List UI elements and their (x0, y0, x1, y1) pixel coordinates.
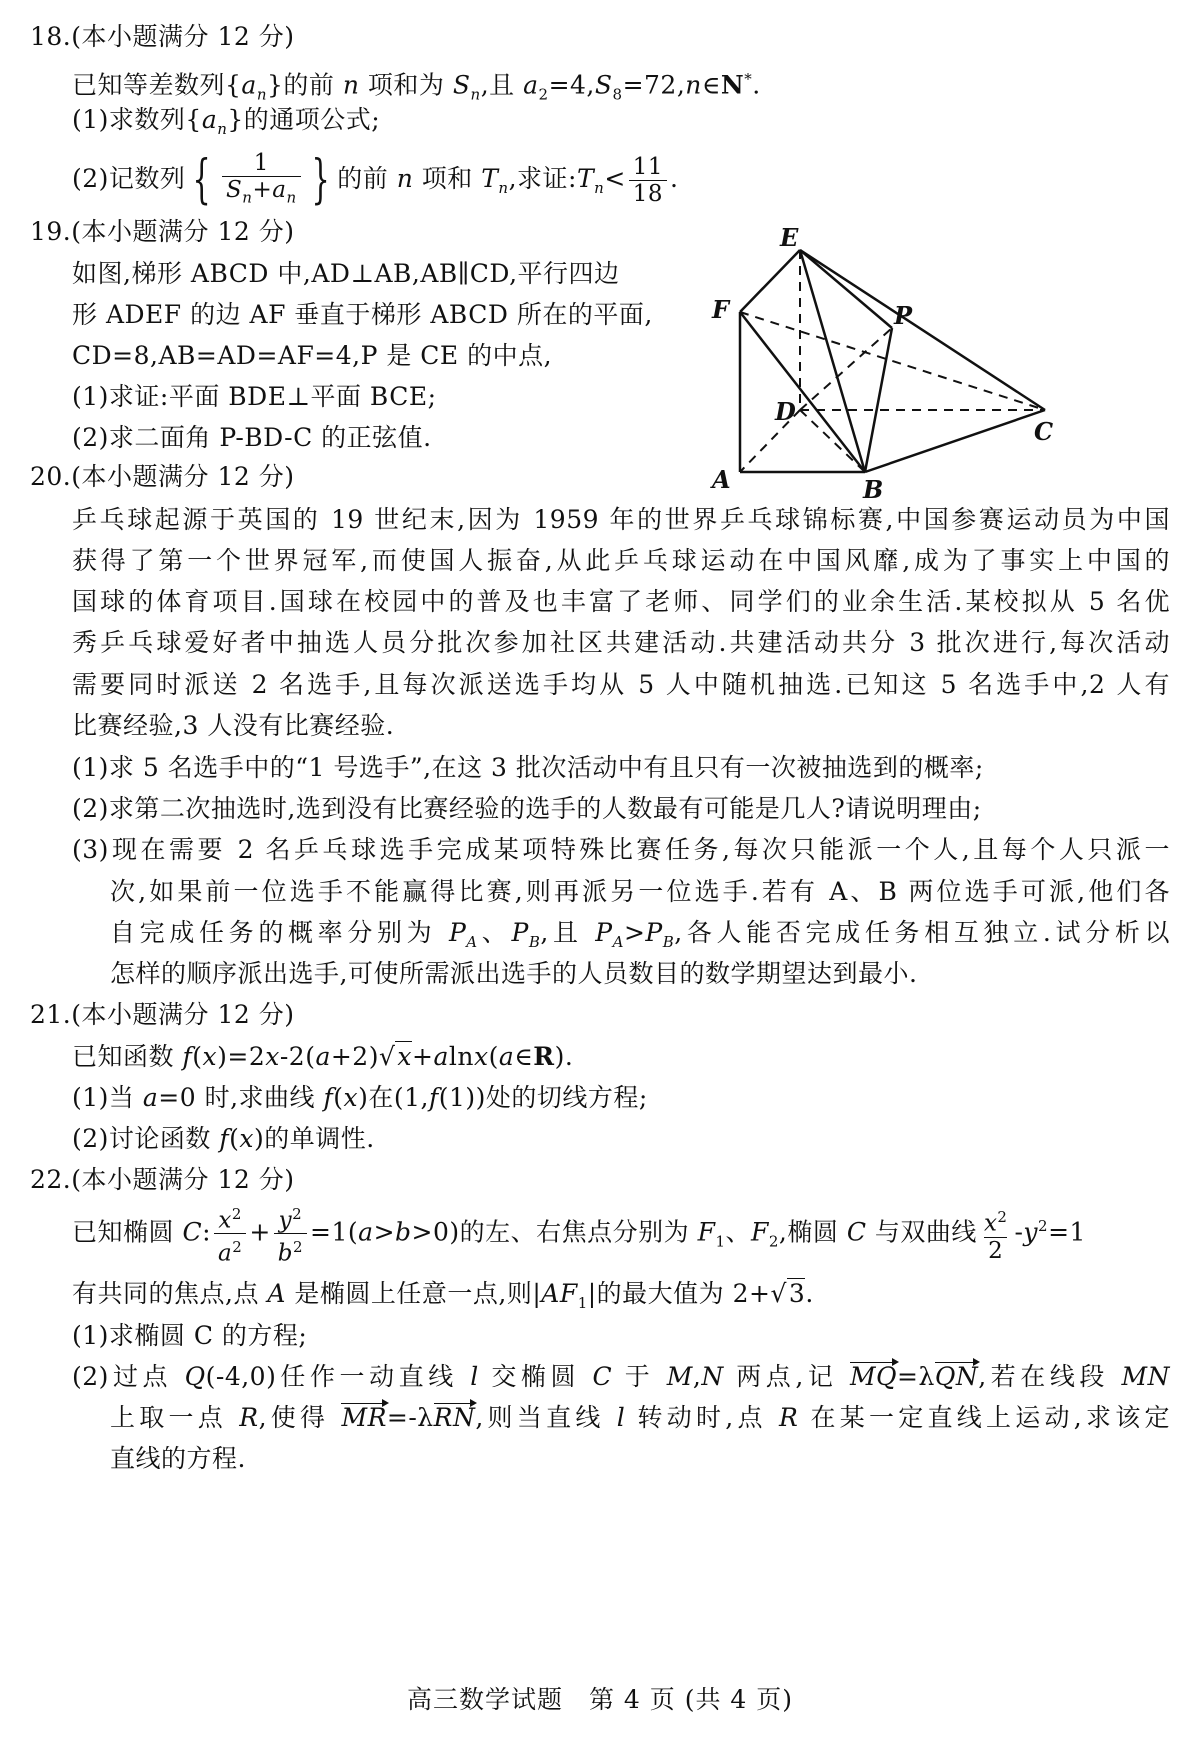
q20-line-5: 需要同时派送 2 名选手,且每次派送选手均从 5 人中随机抽选.已知这 5 名选手中,2 人有 (72, 670, 1170, 699)
q22-part2-line-1: (2)过点 Q(-4,0)任作一动直线 l 交椭圆 C 于 M,N 两点,记 MQ=λQN,若在线段 MN (72, 1360, 1170, 1394)
figure-label-D: D (775, 397, 796, 426)
q20-header: 20.(本小题满分 12 分) (30, 462, 295, 491)
q18-stem: 已知等差数列$\{a_n\}$的前 n 项和为 $S_n$,且 $a_2=4,S_8=72,n\in N^*$. (72, 70, 761, 104)
q18-part2: (2)记数列 { $\frac{1}{S_n+a_n}$ } 的前 n 项和 $T_n$,求证$:T_n<$ $\frac{11}{18}$ . (72, 150, 679, 211)
q20-line-2: 获得了第一个世界冠军,而使国人振奋,从此乒乓球运动在中国风靡,成为了事实上中国的 (72, 546, 1170, 575)
q22-part1: (1)求椭圆 C 的方程; (72, 1321, 308, 1350)
q20-part3-line-1: (3)现在需要 2 名乒乓球选手完成某项特殊比赛任务,每次只能派一个人,且每个人只派一 (72, 835, 1170, 864)
page-footer: 高三数学试题 第 4 页 (共 4 页) (406, 1685, 794, 1714)
figure-label-F: F (712, 295, 730, 324)
q18-part1: (1)求数列$\{a_n\}$的通项公式; (72, 105, 381, 138)
figure-label-A: A (712, 465, 731, 494)
q18-bound-fraction: $\frac{11}{18}$ (629, 154, 667, 207)
q22-header: 22.(本小题满分 12 分) (30, 1165, 295, 1194)
q20-part3-line-2: 次,如果前一位选手不能赢得比赛,则再派另一位选手.若有 A、B 两位选手可派,他们各 (110, 877, 1170, 906)
q22-part2-line-3: 直线的方程. (110, 1444, 246, 1473)
q20-line-6: 比赛经验,3 人没有比赛经验. (72, 711, 395, 740)
q20-part3-line-3: 自完成任务的概率分别为 $P_A$、$P_B$,且 $P_A>P_B$,各人能否完成任务相互独立.试分析以 (110, 918, 1170, 951)
q19-line-1: 如图,梯形 ABCD 中,AD⊥AB,AB∥CD,平行四边 (72, 259, 620, 288)
q21-part1: (1)当 a=0 时,求曲线 f(x)在(1,f(1))处的切线方程; (72, 1083, 648, 1112)
q22-part2-line-2: 上取一点 R,使得 MR=-λRN,则当直线 l 转动时,点 R 在某一定直线上运动,求该定 (110, 1401, 1170, 1435)
figure-label-P: P (894, 301, 913, 330)
q21-part2: (2)讨论函数 f(x)的单调性. (72, 1124, 375, 1153)
q18-fraction: $\frac{1}{S_n+a_n}$ (222, 150, 301, 211)
q19-part1: (1)求证:平面 BDE⊥平面 BCE; (72, 382, 437, 411)
q19-header: 19.(本小题满分 12 分) (30, 217, 295, 246)
q19-line-2: 形 ADEF 的边 AF 垂直于梯形 ABCD 所在的平面, (72, 300, 653, 329)
q22-line-2: 有共同的焦点,点 A 是椭圆上任意一点,则$|AF_1|$的最大值为 2+√3. (72, 1279, 814, 1312)
q20-part1: (1)求 5 名选手中的“1 号选手”,在这 3 批次活动中有且只有一次被抽选到的概率; (72, 753, 984, 782)
q21-header: 21.(本小题满分 12 分) (30, 1000, 295, 1029)
q22-stem: 已知椭圆 C: $\frac{x^2}{a^2}$ + $\frac{y^2}{b^2}$ =1(a>b>0)的左、右焦点分别为 $F_1$、$F_2$,椭圆 C 与双曲线 $\frac{x^2}{2}$ $-y^2=1$ (72, 1204, 1086, 1267)
q19-line-3: CD=8,AB=AD=AF=4,P 是 CE 的中点, (72, 341, 553, 370)
q20-part2: (2)求第二次抽选时,选到没有比赛经验的选手的人数最有可能是几人?请说明理由; (72, 794, 982, 823)
figure-label-C: C (1034, 417, 1054, 446)
q20-line-3: 国球的体育项目.国球在校园中的普及也丰富了老师、同学们的业余生活.某校拟从 5 名优 (72, 587, 1170, 616)
figure-label-E: E (780, 223, 799, 252)
q20-line-1: 乒乓球起源于英国的 19 世纪末,因为 1959 年的世界乒乓球锦标赛,中国参赛运动员为中国 (72, 505, 1170, 534)
q21-stem: 已知函数 f(x)=2x-2(a+2)√x+alnx(a∈R). (72, 1042, 574, 1071)
q19-part2: (2)求二面角 P-BD-C 的正弦值. (72, 423, 432, 452)
q20-line-4: 秀乒乓球爱好者中抽选人员分批次参加社区共建活动.共建活动共分 3 批次进行,每次活动 (72, 628, 1170, 657)
figure-label-B: B (863, 475, 884, 504)
q20-part3-line-4: 怎样的顺序派出选手,可使所需派出选手的人员数目的数学期望达到最小. (110, 959, 918, 988)
q18-header: 18.(本小题满分 12 分) (30, 22, 295, 51)
